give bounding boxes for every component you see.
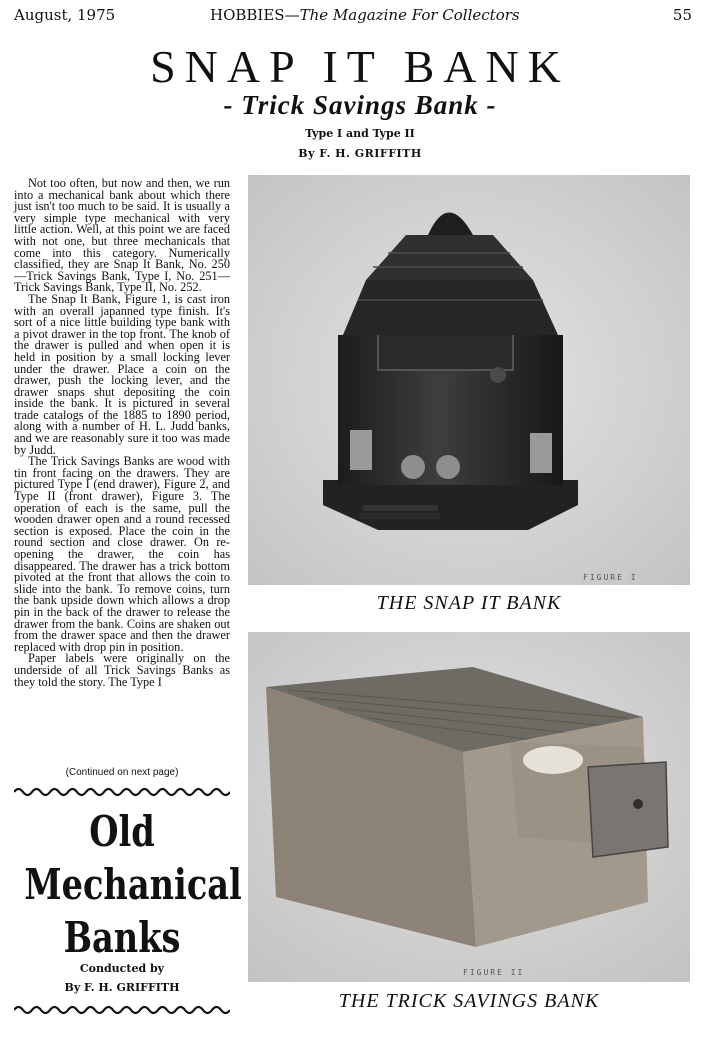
ornament-divider-top	[14, 787, 230, 797]
body-paragraph: Not too often, but now and then, we run into a mechanical bank about which there just isn't too much to be said. It is usually a very simple type mechanical with very little action. Well, at this point we are faced with not one, but three mechanicals that come into this category. Numerically classified, they are Snap It Bank, No. 250—Trick Savings Bank, Type I, No. 251—Trick Savings Bank, Type II, No. 252.	[14, 176, 230, 295]
body-paragraph: Paper labels were originally on the underside of all Trick Savings Banks as they told the story. The Type I	[14, 651, 230, 689]
ornament-divider-bottom	[14, 1005, 230, 1015]
column-title-line: Banks	[63, 913, 181, 962]
column-conducted-by: Conducted by	[79, 962, 165, 975]
column-conductor: By F. H. GRIFFITH	[64, 981, 180, 994]
header-magazine-title	[210, 6, 520, 24]
figure-1-label: FIGURE I	[583, 573, 638, 582]
trick-savings-bank-image	[266, 667, 668, 947]
article-byline: By F. H. GRIFFITH	[298, 147, 422, 160]
figure-1-photo	[248, 175, 690, 585]
column-title-line: Mechanical	[24, 860, 242, 909]
column-title	[24, 805, 242, 964]
body-paragraph: The Snap It Bank, Figure 1, is cast iron with an overall japanned type finish. It's sort of a nice little building type bank with a pivot drawer in the top front. The knob of the drawer is pulled and when open it is held in position by a small locking lever under the drawer. Place a coin on the drawer, push the locking lever, and the drawer snaps shut depositing the coin inside the bank. It is pictured in several trade catalogs of the 1885 to 1890 period, along with a number of H. L. Judd banks, and we are reasonably sure it too was made by Judd.	[14, 291, 230, 457]
article-subtitle: - Trick Savings Bank -	[223, 90, 497, 120]
column-title-line: Old	[89, 807, 155, 856]
header-magazine-prefix: HOBBIES—	[210, 6, 300, 24]
figure-2-caption: THE TRICK SAVINGS BANK	[338, 990, 600, 1012]
continued-note: (Continued on next page)	[65, 767, 179, 778]
article-title: SNAP IT BANK	[150, 41, 570, 92]
body-paragraph: The Trick Savings Banks are wood with tin front facing on the drawers. They are pictured Type I (end drawer), Figure 2, and Type II (front drawer), Figure 3. The operation of each is the same, pull the wooden drawer open and a round recessed section is exposed. Place the coin in the round section and close drawer. On re-opening the drawer, the coin has disappeared. The drawer has a trick bottom pivoted at the front that allows the coin to slide into the bank. To remove coins, turn the bank upside down which allows a drop pin in the back of the drawer to release the drawer from the bank. Coins are shaken out from the drawer space and then the drawer replaced with drop pin in position.	[14, 454, 230, 654]
header-page-number: 55	[672, 6, 692, 24]
figure-2-label: FIGURE II	[463, 968, 525, 977]
figure-2-photo	[248, 632, 690, 982]
article-types: Type I and Type II	[305, 127, 415, 140]
header-magazine-tagline: The Magazine For Collectors	[299, 6, 520, 24]
article-body	[14, 178, 230, 688]
figure-1-caption: THE SNAP IT BANK	[376, 592, 562, 614]
header-date: August, 1975	[14, 6, 116, 24]
